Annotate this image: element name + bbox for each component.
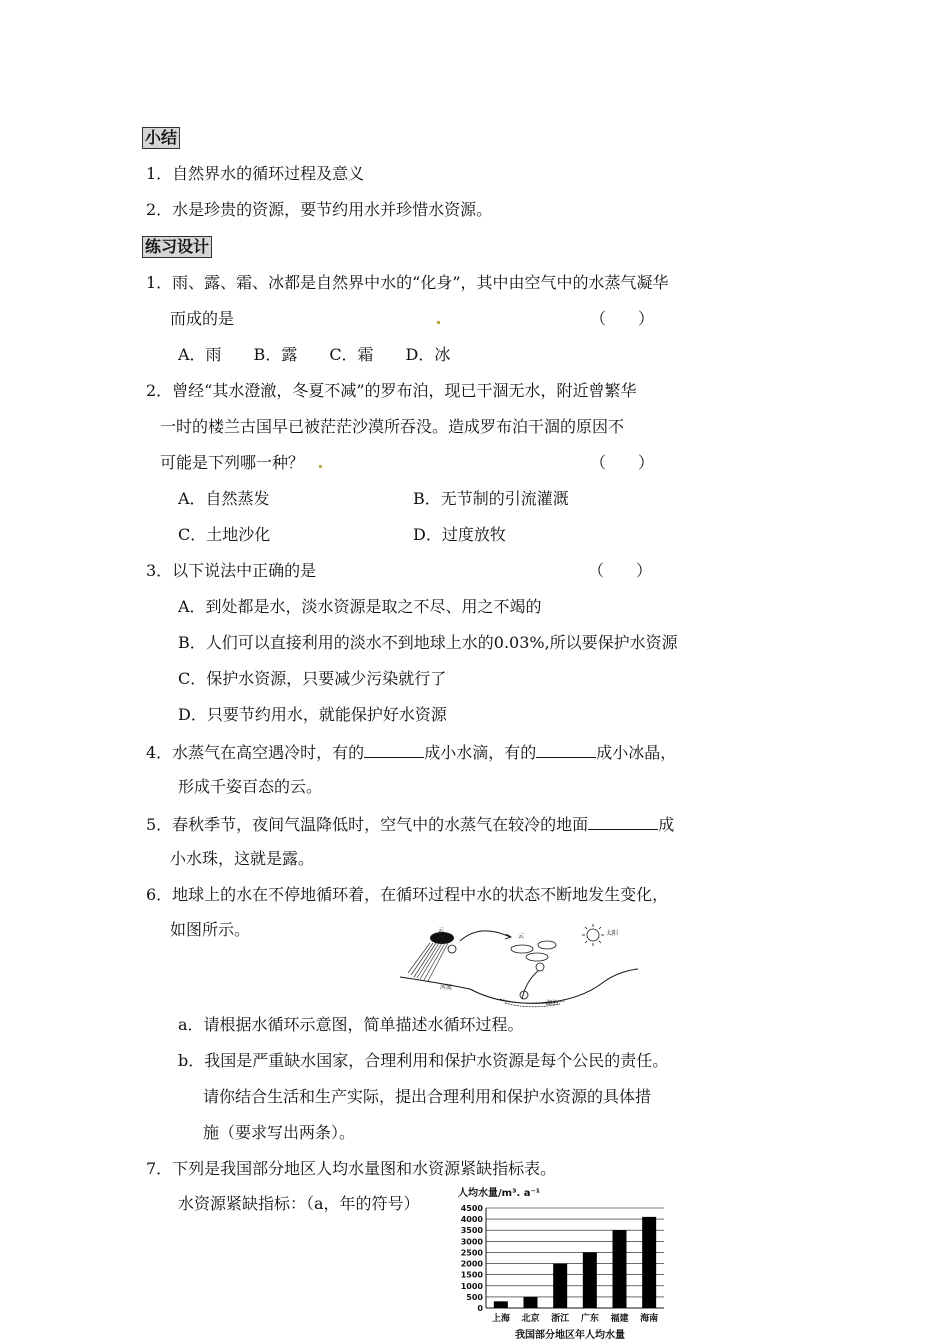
y-tick-label: 3000 — [460, 1237, 483, 1247]
y-tick-label: 4000 — [460, 1215, 483, 1225]
rain-streaks — [408, 943, 448, 981]
q3-option-d: D．只要节约用水，就能保护好水资源 — [178, 705, 447, 724]
chart-bars — [494, 1217, 656, 1308]
q3-option-b: B．人们可以直接利用的淡水不到地球上水的0.03%,所以要保护水资源 — [178, 633, 678, 652]
ground-line — [400, 969, 638, 1003]
x-tick-label: 福建 — [610, 1314, 629, 1324]
q2-line3: 可能是下列哪一种？ — [160, 453, 305, 472]
q4-line1 — [146, 741, 676, 763]
bar — [613, 1230, 627, 1308]
bar — [583, 1252, 597, 1308]
q2-option-b: B．无节制的引流灌溉 — [413, 489, 569, 508]
river-label: 河流 — [440, 984, 453, 991]
cloud-label-1: 云 — [438, 927, 445, 934]
arrow-clouds — [460, 931, 510, 941]
bar — [494, 1301, 508, 1308]
summary-item-2: 2．水是珍贵的资源，要节约用水并珍惜水资源。 — [146, 200, 493, 219]
q5-text-1: 5．春秋季节，夜间气温降低时，空气中的水蒸气在较冷的地面 — [146, 815, 589, 834]
q4-blank-1[interactable] — [364, 741, 424, 758]
y-tick-label: 500 — [466, 1292, 483, 1302]
q6-line2: 如图所示。 — [170, 920, 251, 939]
bar — [524, 1297, 538, 1308]
step-marker — [536, 963, 544, 971]
q5-blank[interactable] — [588, 813, 658, 830]
q5-line2: 小水珠，这就是露。 — [170, 849, 315, 868]
stray-mark — [319, 465, 322, 468]
x-tick-label: 上海 — [491, 1314, 510, 1324]
q6-line1: 6．地球上的水在不停地循环着，在循环过程中水的状态不断地发生变化， — [146, 885, 669, 904]
bar — [553, 1264, 567, 1308]
q6-sub-a: a．请根据水循环示意图，简单描述水循环过程。 — [178, 1015, 524, 1034]
y-tick-label: 3500 — [460, 1226, 483, 1236]
step-marker — [448, 945, 456, 953]
chart-title: 我国部分地区年人均水量 — [515, 1330, 625, 1341]
q4-text-3: 成小冰晶， — [596, 743, 677, 762]
q5-line1 — [146, 813, 674, 835]
q2-answer-paren: （ ） — [590, 453, 655, 472]
chart-y-label: 人均水量/m³. a⁻¹ — [458, 1188, 541, 1199]
y-tick-label: 0 — [477, 1304, 483, 1313]
sun-icon — [582, 924, 604, 946]
y-tick-label: 4500 — [460, 1204, 483, 1213]
x-tick-label: 广东 — [580, 1314, 599, 1324]
lake-label: 湖泊 — [546, 1000, 559, 1007]
sun-label: 太阳 — [606, 930, 619, 937]
chart-x-ticks — [492, 1312, 658, 1324]
q7-line1: 7．下列是我国部分地区人均水量图和水资源紧缺指标表。 — [146, 1159, 557, 1178]
q2-line2: 一时的楼兰古国早已被茫茫沙漠所吞没。造成罗布泊干涸的原因不 — [160, 417, 625, 436]
per-capita-water-chart — [452, 1184, 672, 1344]
q1-answer-paren: （ ） — [590, 309, 655, 328]
y-tick-label: 1000 — [460, 1281, 483, 1291]
y-tick-label: 1500 — [460, 1270, 483, 1280]
cloud-icon — [511, 941, 556, 961]
summary-item-1: 1．自然界水的循环过程及意义 — [146, 164, 365, 183]
q2-option-c: C．土地沙化 — [178, 525, 271, 544]
q7-line2: 水资源紧缺指标：（a，年的符号） — [178, 1194, 420, 1213]
cloud-label-2: 云 — [518, 933, 525, 940]
q2-option-a: A．自然蒸发 — [178, 489, 270, 508]
q4-blank-2[interactable] — [536, 741, 596, 758]
water-cycle-diagram — [400, 923, 640, 1013]
arrow-evaporation — [522, 971, 538, 999]
x-tick-label: 北京 — [521, 1314, 540, 1324]
q5-text-2: 成 — [658, 815, 675, 834]
q4-line2: 形成千姿百态的云。 — [178, 777, 323, 796]
y-tick-label: 2500 — [460, 1248, 483, 1258]
q6-sub-b-line2: 请你结合生活和生产实际，提出合理利用和保护水资源的具体措 — [203, 1087, 652, 1106]
q3-line1: 3．以下说法中正确的是 — [146, 561, 317, 580]
q4-text-1: 4．水蒸气在高空遇冷时，有的 — [146, 743, 365, 762]
q1-options: A．雨 B．露 C．霜 D．冰 — [178, 345, 451, 364]
q3-answer-paren: （ ） — [588, 561, 653, 580]
x-tick-label: 海南 — [640, 1314, 659, 1324]
x-tick-label: 浙江 — [551, 1314, 570, 1324]
y-tick-label: 2000 — [460, 1259, 483, 1269]
chart-axes — [486, 1208, 664, 1308]
q1-line1: 1．雨、露、霜、冰都是自然界中水的“化身”，其中由空气中的水蒸气凝华 — [146, 273, 669, 292]
q6-sub-b-line3: 施（要求写出两条）。 — [203, 1123, 356, 1142]
q3-option-a: A．到处都是水，淡水资源是取之不尽、用之不竭的 — [178, 597, 542, 616]
q2-option-d: D．过度放牧 — [413, 525, 506, 544]
q6-sub-b-line1: b．我国是严重缺水国家，合理利用和保护水资源是每个公民的责任。 — [178, 1051, 669, 1070]
stray-mark — [437, 321, 440, 324]
q4-text-2: 成小水滴，有的 — [424, 743, 537, 762]
q1-line2: 而成的是 — [170, 309, 235, 328]
q3-option-c: C．保护水资源，只要减少污染就行了 — [178, 669, 447, 688]
exercises-heading: 练习设计 — [142, 236, 212, 258]
bar — [642, 1217, 656, 1308]
q2-line1: 2．曾经“其水澄澈，冬夏不减”的罗布泊，现已干涸无水，附近曾繁华 — [146, 381, 637, 400]
summary-heading: 小结 — [142, 127, 180, 149]
